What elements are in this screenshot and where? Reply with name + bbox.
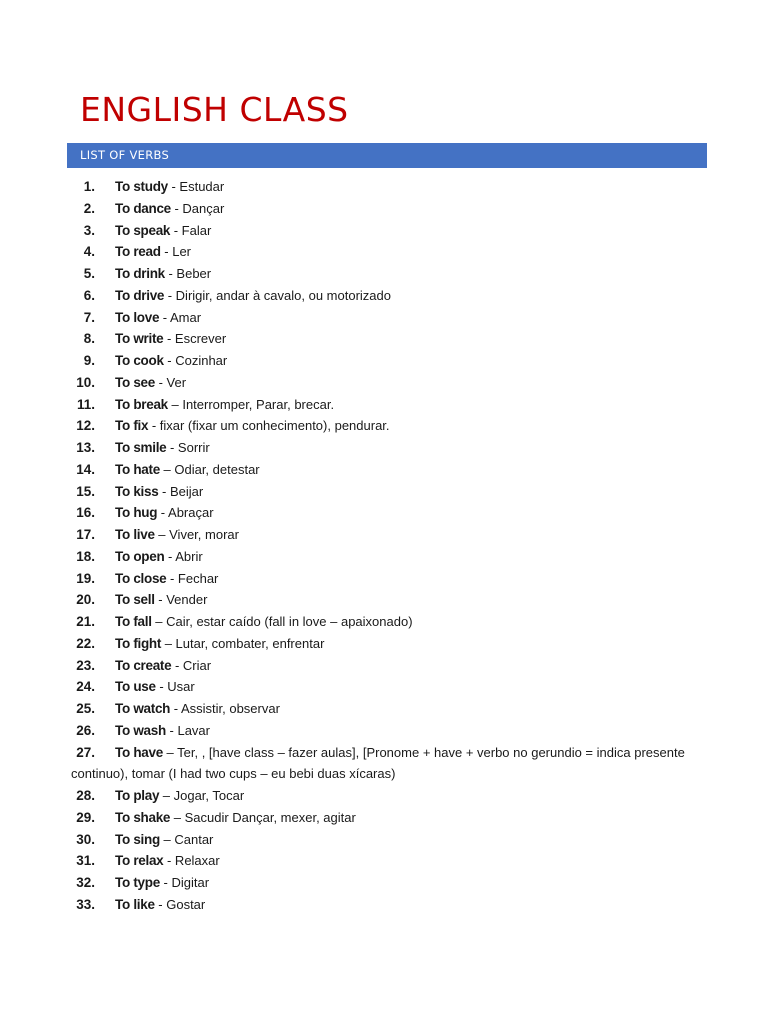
verb-word: To fight (115, 635, 162, 651)
list-item (71, 372, 711, 394)
verb-word: To use (115, 679, 156, 695)
verb-meaning: - Escrever (163, 331, 227, 347)
verb-meaning: - Estudar (167, 179, 225, 194)
list-item (71, 850, 711, 872)
list-item (71, 198, 711, 220)
verb-word: To fix (115, 418, 149, 434)
verb-meaning: – Lutar, combater, enfrentar (161, 635, 325, 651)
list-number: 21. (76, 614, 95, 629)
verb-meaning: - Amar (159, 309, 202, 325)
verb-word: To hug (115, 505, 158, 521)
list-item (71, 785, 711, 807)
list-item (71, 263, 711, 285)
list-number: 22. (76, 635, 95, 651)
verb-meaning: - Dirigir, andar à cavalo, ou motorizado (164, 287, 391, 303)
verb-word: To read (115, 244, 161, 260)
verb-meaning: - Vender (154, 592, 208, 608)
list-item (71, 829, 711, 851)
list-item (71, 241, 711, 263)
verb-meaning: – Interromper, Parar, brecar. (167, 396, 335, 412)
verb-meaning: - Beijar (158, 483, 204, 499)
list-number: 20. (76, 592, 95, 608)
list-number: 23. (76, 657, 95, 673)
verb-meaning: – Odiar, detestar (159, 461, 260, 477)
list-item (71, 350, 711, 372)
verb-word: To break (115, 396, 168, 412)
list-item (71, 568, 711, 590)
list-item (71, 633, 711, 655)
verb-word: To drive (115, 287, 165, 303)
verb-word: To play (115, 788, 160, 803)
list-number: 9. (83, 353, 95, 368)
verb-word: To drink (115, 266, 165, 281)
verb-meaning: – Cantar (159, 831, 214, 847)
verb-meaning: – Jogar, Tocar (159, 788, 245, 803)
verb-word: To wash (115, 722, 166, 738)
list-item (71, 611, 711, 633)
section-heading-bar (67, 143, 707, 168)
list-number: 29. (76, 809, 95, 825)
list-number: 28. (76, 788, 95, 803)
verb-word: To love (115, 309, 160, 325)
list-item (71, 285, 711, 307)
list-number: 11. (76, 396, 95, 412)
verb-meaning: - Relaxar (163, 853, 220, 869)
verb-meaning: - Abraçar (157, 505, 214, 521)
list-item (71, 524, 711, 546)
section-heading: LIST OF VERBS (80, 148, 170, 162)
list-item (71, 807, 711, 829)
verb-word: To have (115, 744, 163, 760)
verb-word: To speak (115, 222, 171, 238)
verb-meaning: – Sacudir Dançar, mexer, agitar (170, 809, 356, 825)
verb-meaning: - Digitar (159, 875, 210, 890)
list-item (71, 655, 711, 677)
verb-meaning: - Falar (170, 222, 212, 238)
verb-word: To live (115, 527, 155, 542)
list-number: 5. (83, 266, 95, 281)
list-number: 19. (76, 570, 95, 586)
verb-word: To open (115, 548, 165, 564)
list-number: 6. (83, 287, 95, 303)
list-item (71, 176, 711, 198)
verb-meaning: - Ler (160, 244, 192, 260)
verb-word: To fall (115, 614, 152, 629)
verb-word: To smile (115, 440, 167, 455)
list-item (71, 328, 711, 350)
list-item (71, 546, 711, 568)
list-number: 30. (76, 831, 95, 847)
list-item (71, 502, 711, 524)
verb-meaning: - Abrir (164, 548, 203, 564)
verb-meaning: - Gostar (154, 896, 206, 912)
verb-meaning: - Sorrir (166, 440, 210, 455)
verb-word: To sing (115, 831, 160, 847)
list-number: 14. (76, 461, 95, 477)
list-number: 24. (76, 679, 95, 695)
verb-list (71, 176, 711, 916)
list-number: 1. (83, 179, 95, 194)
list-item (71, 220, 711, 242)
verb-word: To relax (115, 853, 164, 869)
list-number: 15. (76, 483, 95, 499)
list-item (71, 894, 711, 916)
verb-word: To hate (115, 461, 160, 477)
verb-word: To kiss (115, 483, 159, 499)
list-number: 2. (83, 200, 95, 216)
list-item (71, 307, 711, 329)
list-item (71, 742, 711, 786)
list-number: 13. (76, 440, 95, 455)
list-item (71, 394, 711, 416)
verb-meaning: - Usar (155, 679, 195, 695)
verb-meaning: - Dançar (170, 200, 225, 216)
verb-meaning: – Viver, morar (154, 527, 239, 542)
list-number: 31. (76, 853, 95, 869)
list-number: 3. (83, 222, 95, 238)
list-item (71, 589, 711, 611)
list-number: 4. (83, 244, 95, 260)
list-item (71, 698, 711, 720)
list-number: 17. (76, 527, 95, 542)
verb-meaning: - Fechar (166, 570, 219, 586)
list-number: 7. (83, 309, 95, 325)
verb-meaning: - Cozinhar (163, 353, 228, 368)
list-item (71, 481, 711, 503)
list-item (71, 437, 711, 459)
verb-word: To dance (115, 200, 171, 216)
list-item (71, 676, 711, 698)
verb-word: To study (115, 179, 168, 194)
list-number: 18. (76, 548, 95, 564)
list-item (71, 415, 711, 437)
verb-word: To type (115, 875, 160, 890)
list-number: 26. (76, 722, 95, 738)
list-number: 32. (76, 875, 95, 890)
verb-word: To write (115, 331, 164, 347)
verb-word: To like (115, 896, 155, 912)
verb-word: To close (115, 570, 167, 586)
verb-word: To cook (115, 353, 164, 368)
verb-word: To see (115, 374, 155, 390)
list-number: 33. (76, 896, 95, 912)
list-number: 10. (76, 374, 95, 390)
list-item (71, 872, 711, 894)
verb-meaning: - Ver (154, 374, 187, 390)
verb-meaning: - Criar (171, 657, 212, 673)
verb-meaning: - Lavar (165, 722, 210, 738)
verb-word: To watch (115, 701, 171, 716)
verb-meaning: – Ter, , [have class – fazer aulas], [Pronome + have + verbo no gerundio = indica presente continuo), tomar (I had two cups – eu bebi duas xícaras) (71, 744, 685, 782)
list-item (71, 459, 711, 481)
list-number: 12. (76, 418, 95, 434)
list-number: 27. (76, 744, 95, 760)
verb-meaning: - Assistir, observar (170, 701, 280, 716)
verb-meaning: - Beber (164, 266, 212, 281)
verb-word: To create (115, 657, 172, 673)
list-number: 8. (83, 331, 95, 347)
verb-meaning: - fixar (fixar um conhecimento), pendurar. (148, 418, 390, 434)
verb-meaning: – Cair, estar caído (fall in love – apaixonado) (151, 614, 413, 629)
list-number: 25. (76, 701, 95, 716)
verb-word: To sell (115, 592, 155, 608)
list-number: 16. (76, 505, 95, 521)
list-item (71, 720, 711, 742)
verb-word: To shake (115, 809, 171, 825)
document-title: ENGLISH CLASS (80, 90, 349, 129)
